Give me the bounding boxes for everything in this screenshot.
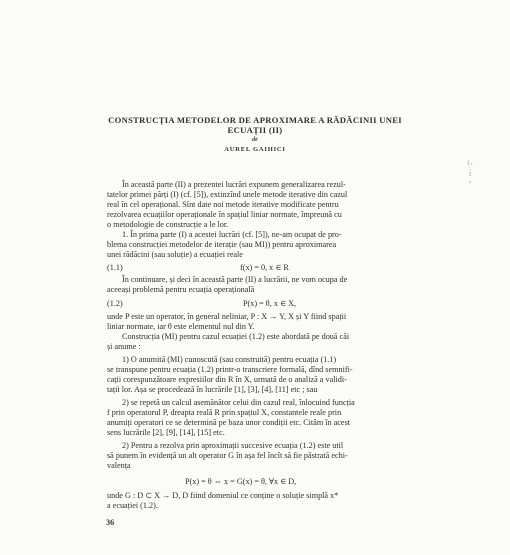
- paragraph-3-line: aceeași problemă pentru ecuația operațională: [107, 285, 255, 294]
- paragraph-4-line: unde P este un operator, în general neliniar, P : X → Y, X și Y fiind spații: [107, 312, 347, 321]
- article-title-line-2: ECUAȚII (II): [227, 125, 283, 135]
- paragraph-1-line: tatelor primei părți (I) (cf. [5]), extinzînd unele metode iterative din cazul: [107, 190, 348, 199]
- equation-number: (1.1): [107, 263, 123, 272]
- paragraph-7-line: f prin operatorul P, dreapta reală R prin spațiul X, constantele reale prin: [107, 408, 342, 417]
- paragraph-7-line: 2) se repetă un calcul asemănător celui din cazul real, înlocuind funcția: [122, 398, 355, 407]
- paragraph-4-line: liniar normate, iar θ este elementul nul din Y.: [107, 322, 255, 331]
- paragraph-7-line: sens lucrările [2], [9], [14], [15] etc.: [107, 428, 225, 437]
- byline: de: [252, 137, 258, 143]
- paragraph-1-line: real în cel operațional. Sînt date noi metode iterative modificate pentru: [107, 200, 339, 209]
- paragraph-9-line: unde G : D ⊂ X → D, D fiind domeniul ce conține o soluție simplă x*: [107, 491, 339, 500]
- paragraph-6-line: tații lor. Așa se procedează în lucrările [1], [3], [4], [11] etc ; sau: [107, 385, 318, 394]
- paragraph-6-line: se transpune pentru ecuația (1.2) printr-o transcriere formală, dînd semnifi-: [107, 365, 353, 374]
- paragraph-9-line: a ecuației (1.2).: [107, 501, 158, 510]
- paragraph-1-line: În această parte (II) a prezentei lucrări expunem generalizarea rezul-: [122, 180, 346, 189]
- paragraph-1-line: rezolvarea ecuațiilor operaționale în spațiul liniar normate, împreună cu: [107, 210, 342, 219]
- article-title-line-1: CONSTRUCȚIA METODELOR DE APROXIMARE A RĂDĂCINII UNEI: [108, 115, 402, 125]
- equation-number: (1.2): [107, 299, 123, 308]
- paragraph-2-line: unei rădăcini (sau soluție) a ecuației reale: [107, 250, 243, 259]
- paragraph-5-line: și anume :: [107, 342, 141, 351]
- paragraph-3-line: În continuare, și deci în această parte (II) a lucrării, ne vom ocupa de: [122, 275, 348, 284]
- paragraph-1-line: o metodologie de construcție a le lor.: [107, 220, 229, 229]
- equation-1-1: f(x) = 0, x ∈ R: [240, 263, 289, 272]
- author-name: AUREL GAIHICI: [224, 146, 286, 153]
- paragraph-5-line: Construcția (MI) pentru cazul ecuației (1.2) este abordată pe două căi: [122, 332, 350, 341]
- paragraph-8-line: 2) Pentru a rezolva prin aproximații succesive ecuația (1.2) este util: [122, 441, 344, 450]
- equation-1-2: P(x) = θ, x ∈ X,: [243, 299, 297, 308]
- paragraph-8-line: valența: [107, 461, 131, 470]
- page-number: 36: [106, 518, 115, 527]
- paragraph-7-line: anumiți operatori ce se determină pe baza unor condiții etc. Citâm în acest: [107, 418, 351, 427]
- paragraph-6-line: 1) O anumită (MI) cunoscută (sau construită) pentru ecuația (1.1): [122, 355, 337, 364]
- paragraph-6-line: cații corespunzătoare expresiilor din R în X, urmată de o analiză a validi-: [107, 375, 347, 384]
- margin-note: į ₄ ; 1 ₄: [467, 160, 473, 184]
- paragraph-8-line: să punem în evidență un alt operator G în așa fel încît să fie păstrată echi-: [107, 451, 348, 460]
- paragraph-2-line: blema construcției metodelor de iterație (sau MI)) pentru aproximarea: [107, 240, 337, 249]
- equation-equivalence: P(x) = θ ⇔ x = G(x) = θ, ∀x ∈ D,: [185, 477, 297, 486]
- paragraph-2-line: 1. În prima parte (I) a acestei lucrări (cf. [5]), ne-am ocupat de pro-: [122, 230, 342, 239]
